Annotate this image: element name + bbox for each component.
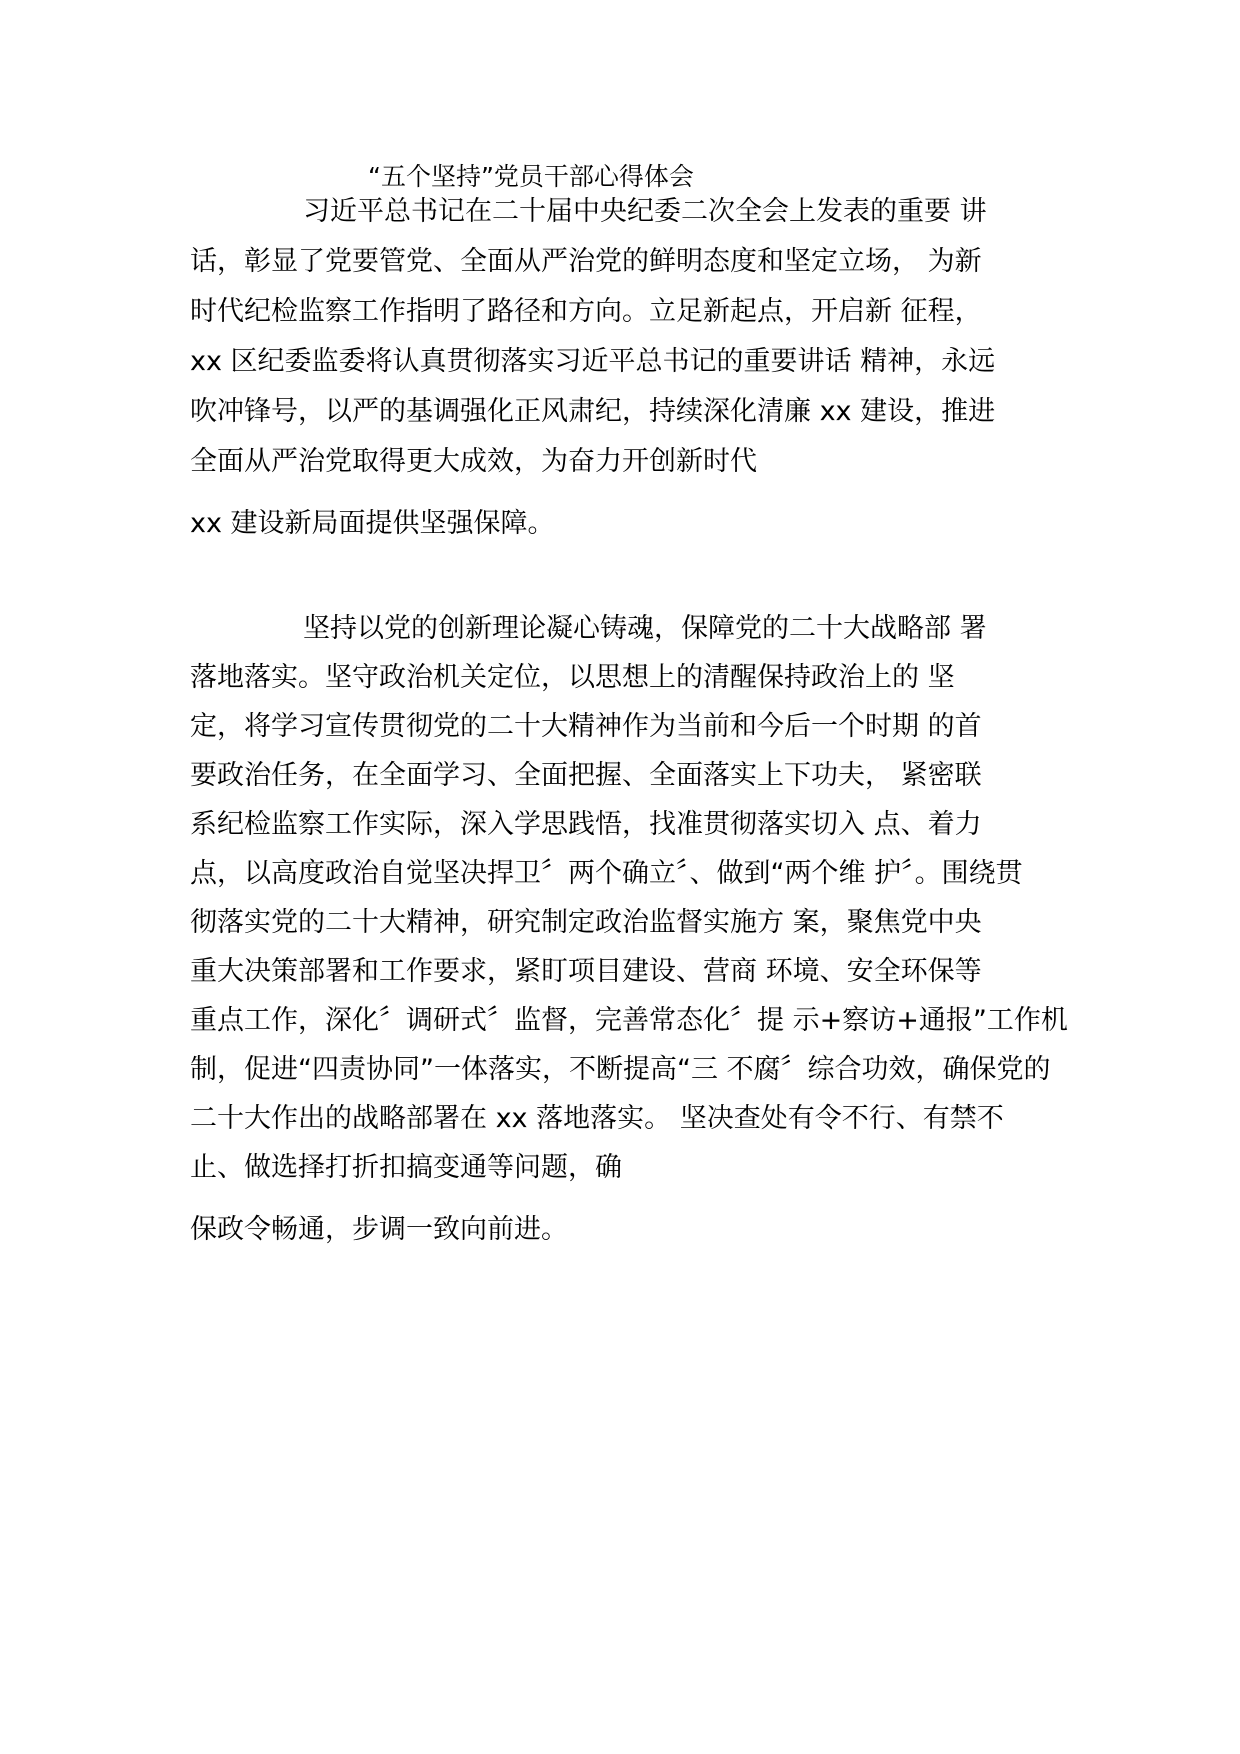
paragraph-2-line-1: 坚持以党的创新理论凝心铸魂，保障党的二十大战略部 署	[303, 613, 987, 644]
paragraph-2-line-4: 要政治任务，在全面学习、全面把握、全面落实上下功夫， 紧密联	[190, 760, 982, 791]
paragraph-1-line-5: 吹冲锋号，以严的基调强化正风肃纪，持续深化清廉 xx 建设，推进	[190, 396, 996, 427]
paragraph-2-line-10: 制，促进“四责协同”一体落实，不断提高“三 不腐〞综合功效，确保党的	[190, 1054, 1051, 1085]
paragraph-1-line-7: xx 建设新局面提供坚强保障。	[190, 508, 555, 539]
paragraph-2-line-8: 重大决策部署和工作要求，紧盯项目建设、营商 环境、安全环保等	[190, 956, 982, 987]
document-title: “五个坚持”党员干部心得体会	[368, 162, 694, 191]
paragraph-1-line-4: xx 区纪委监委将认真贯彻落实习近平总书记的重要讲话 精神，永远	[190, 346, 996, 377]
paragraph-2-line-9: 重点工作，深化〞调研式〞监督，完善常态化〞提 示+察访+通报”工作机	[190, 1005, 1068, 1036]
paragraph-2-line-13: 保政令畅通，步调一致向前进。	[190, 1214, 568, 1245]
paragraph-1-line-2: 话，彰显了党要管党、全面从严治党的鲜明态度和坚定立场， 为新	[190, 246, 982, 277]
paragraph-1-line-1: 习近平总书记在二十届中央纪委二次全会上发表的重要 讲	[303, 196, 987, 227]
paragraph-2-line-6: 点，以高度政治自觉坚决捍卫〞两个确立〞、做到“两个维 护〞。围绕贯	[190, 858, 1023, 889]
paragraph-1-line-3: 时代纪检监察工作指明了路径和方向。立足新起点，开启新 征程，	[190, 296, 982, 327]
paragraph-2-line-12: 止、做选择打折扣搞变通等问题，确	[190, 1152, 622, 1183]
paragraph-2-line-11: 二十大作出的战略部署在 xx 落地落实。 坚决查处有令不行、有禁不	[190, 1103, 1004, 1134]
paragraph-1-line-6: 全面从严治党取得更大成效，为奋力开创新时代	[190, 446, 757, 477]
paragraph-2-line-5: 系纪检监察工作实际，深入学思践悟，找准贯彻落实切入 点、着力	[190, 809, 982, 840]
paragraph-2-line-2: 落地落实。坚守政治机关定位，以思想上的清醒保持政治上的 坚	[190, 662, 955, 693]
paragraph-2-line-3: 定，将学习宣传贯彻党的二十大精神作为当前和今后一个时期 的首	[190, 711, 982, 742]
paragraph-2-line-7: 彻落实党的二十大精神，研究制定政治监督实施方 案，聚焦党中央	[190, 907, 982, 938]
